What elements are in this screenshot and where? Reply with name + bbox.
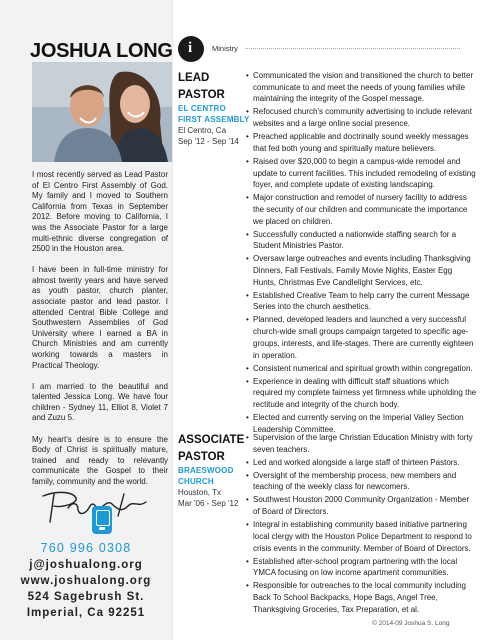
job-title: ASSOCIATE [178,434,245,446]
job-location: El Centro, Ca [178,126,227,135]
bullet-item: • Integral in establishing community based initiative partnering local clergy with the Houston Police Department to respond to crisis events in the community. Member of Board of Directors. [247,519,477,554]
couple-photo-icon [32,62,172,162]
bio-paragraph: I have been in full-time ministry for almost twenty years and have served as youth pastor, church planter, associate pastor and lead pastor. I attended Central Bible College and Southwestern Assemblies of God University where I earned a BA in Church Ministries and am currently working towards a masters in Practical Theology. [32,265,168,370]
contact-block [0,541,172,619]
job-bullets [247,432,477,617]
bullet-item: • Preached applicable and doctrinally sound weekly messages that fed both young and spiritually mature believers. [247,131,477,154]
bullet-item: • Established after-school program partnering with the local YMCA focusing on low income apartment communities. [247,556,477,579]
bullet-item: • Communicated the vision and transitioned the church to better communicate to and meet the needs of young families while maintaining the integrity of the Gospel message. [247,70,477,105]
bullet-item: • Refocused church's community advertising to include relevant websites and a large online social presence. [247,106,477,129]
bio [32,170,168,498]
job-lead-pastor [178,70,250,147]
job-title: LEAD [178,72,210,84]
job-dates: Sep '12 - Sep '14 [178,137,239,146]
job-location: Houston, Tx [178,488,221,497]
bullet-item: • Major construction and remodel of nursery facility to address the security of our children and communicate the importance we placed on children. [247,192,477,227]
job-title: PASTOR [178,451,225,463]
job-dates: Mar '06 - Sep '12 [178,499,239,508]
bio-paragraph: I am married to the beautiful and talented Jessica Long. We have four children - Sydney 11, Elliot 8, Violet 7 and Zuzu 5. [32,381,168,423]
profile-name: JOSHUA LONG [30,40,173,62]
job-title: PASTOR [178,89,225,101]
bullet-item: • Successfully conducted a nationwide staffing search for a Student Ministries Pastor. [247,229,477,252]
divider [172,0,173,640]
footer-copyright: © 2014-09 Joshua S. Long [372,620,450,627]
phone-icon [92,506,112,534]
bullet-item: • Supervision of the large Christian Education Ministry with forty seven teachers. [247,432,477,455]
contact-street: 524 Sagebrush St. [27,591,145,603]
contact-website[interactable]: www.joshualong.org [20,575,152,587]
job-company: FIRST ASSEMBLY [178,114,250,124]
job-company: CHURCH [178,476,214,486]
profile-photo [32,62,172,162]
section-label: Ministry [212,44,238,53]
job-company: EL CENTRO [178,104,226,113]
bullet-item: • Consistent numerical and spiritual growth within congregation. [247,363,477,375]
bullet-item: • Raised over $20,000 to begin a campus-wide remodel and update to current facilities. This included remodeling of existing foyer, and complete update of existing landscaping. [247,156,477,191]
bullet-item: • Planned, developed leaders and launched a very successful church-wide small groups campaign targeted to specific age-groups, interests, and life-stages. There are currently eighteen in operation. [247,314,477,361]
job-associate-pastor [178,432,244,509]
bullet-item: • Responsible for outreaches to the local community including Back To School Backpacks, Hope Bags, Angel Tree, Thanksgiving Groceries, Tax Preparation, et al. [247,580,477,615]
bio-paragraph: I most recently served as Lead Pastor of El Centro First Assembly of God. My family and I moved to Southern California from Texas in September 2012. Before moving to California, I was the Associate Pastor for a large multi-ethnic diverse congregation of 2500 in the Houston area. [32,170,168,254]
bio-paragraph: My heart's desire is to ensure the Body of Christ is spiritually mature, trained and ready to relevantly communicate the Gospel to their family, community and the world. [32,434,168,486]
info-icon: i [178,36,204,62]
bullet-item: • Led and worked alongside a large staff of thirteen Pastors. [247,457,477,469]
bullet-item: • Established Creative Team to help carry the current Message Series into the church aesthetics. [247,290,477,313]
contact-city: Imperial, Ca 92251 [26,607,146,619]
bullet-item: • Oversight of the membership process, new members and teaching of the weekly class for newcomers. [247,470,477,493]
bullet-item: • Southwest Houston 2000 Community Organization - Member of Board of Directors. [247,494,477,517]
bullet-item: • Oversaw large outreaches and events including Thanksgiving Dinners, Fall Festivals, Family Movie Nights, Easter Egg Hunts, Christmas Eve Candlelight Services, etc. [247,253,477,288]
contact-email[interactable]: j@joshualong.org [29,559,143,571]
contact-phone[interactable]: 760 996 0308 [40,541,132,555]
bullet-item: • Elected and currently serving on the Imperial Valley Section Leadership Committee. [247,412,477,435]
bullet-item: • Experience in dealing with difficult staff situations which required my complete fairness yet firmness while upholding the rectitude and integrity of the church body. [247,376,477,411]
job-bullets [247,70,477,437]
dotted-divider [245,48,460,49]
job-company: BRAESWOOD [178,466,234,475]
